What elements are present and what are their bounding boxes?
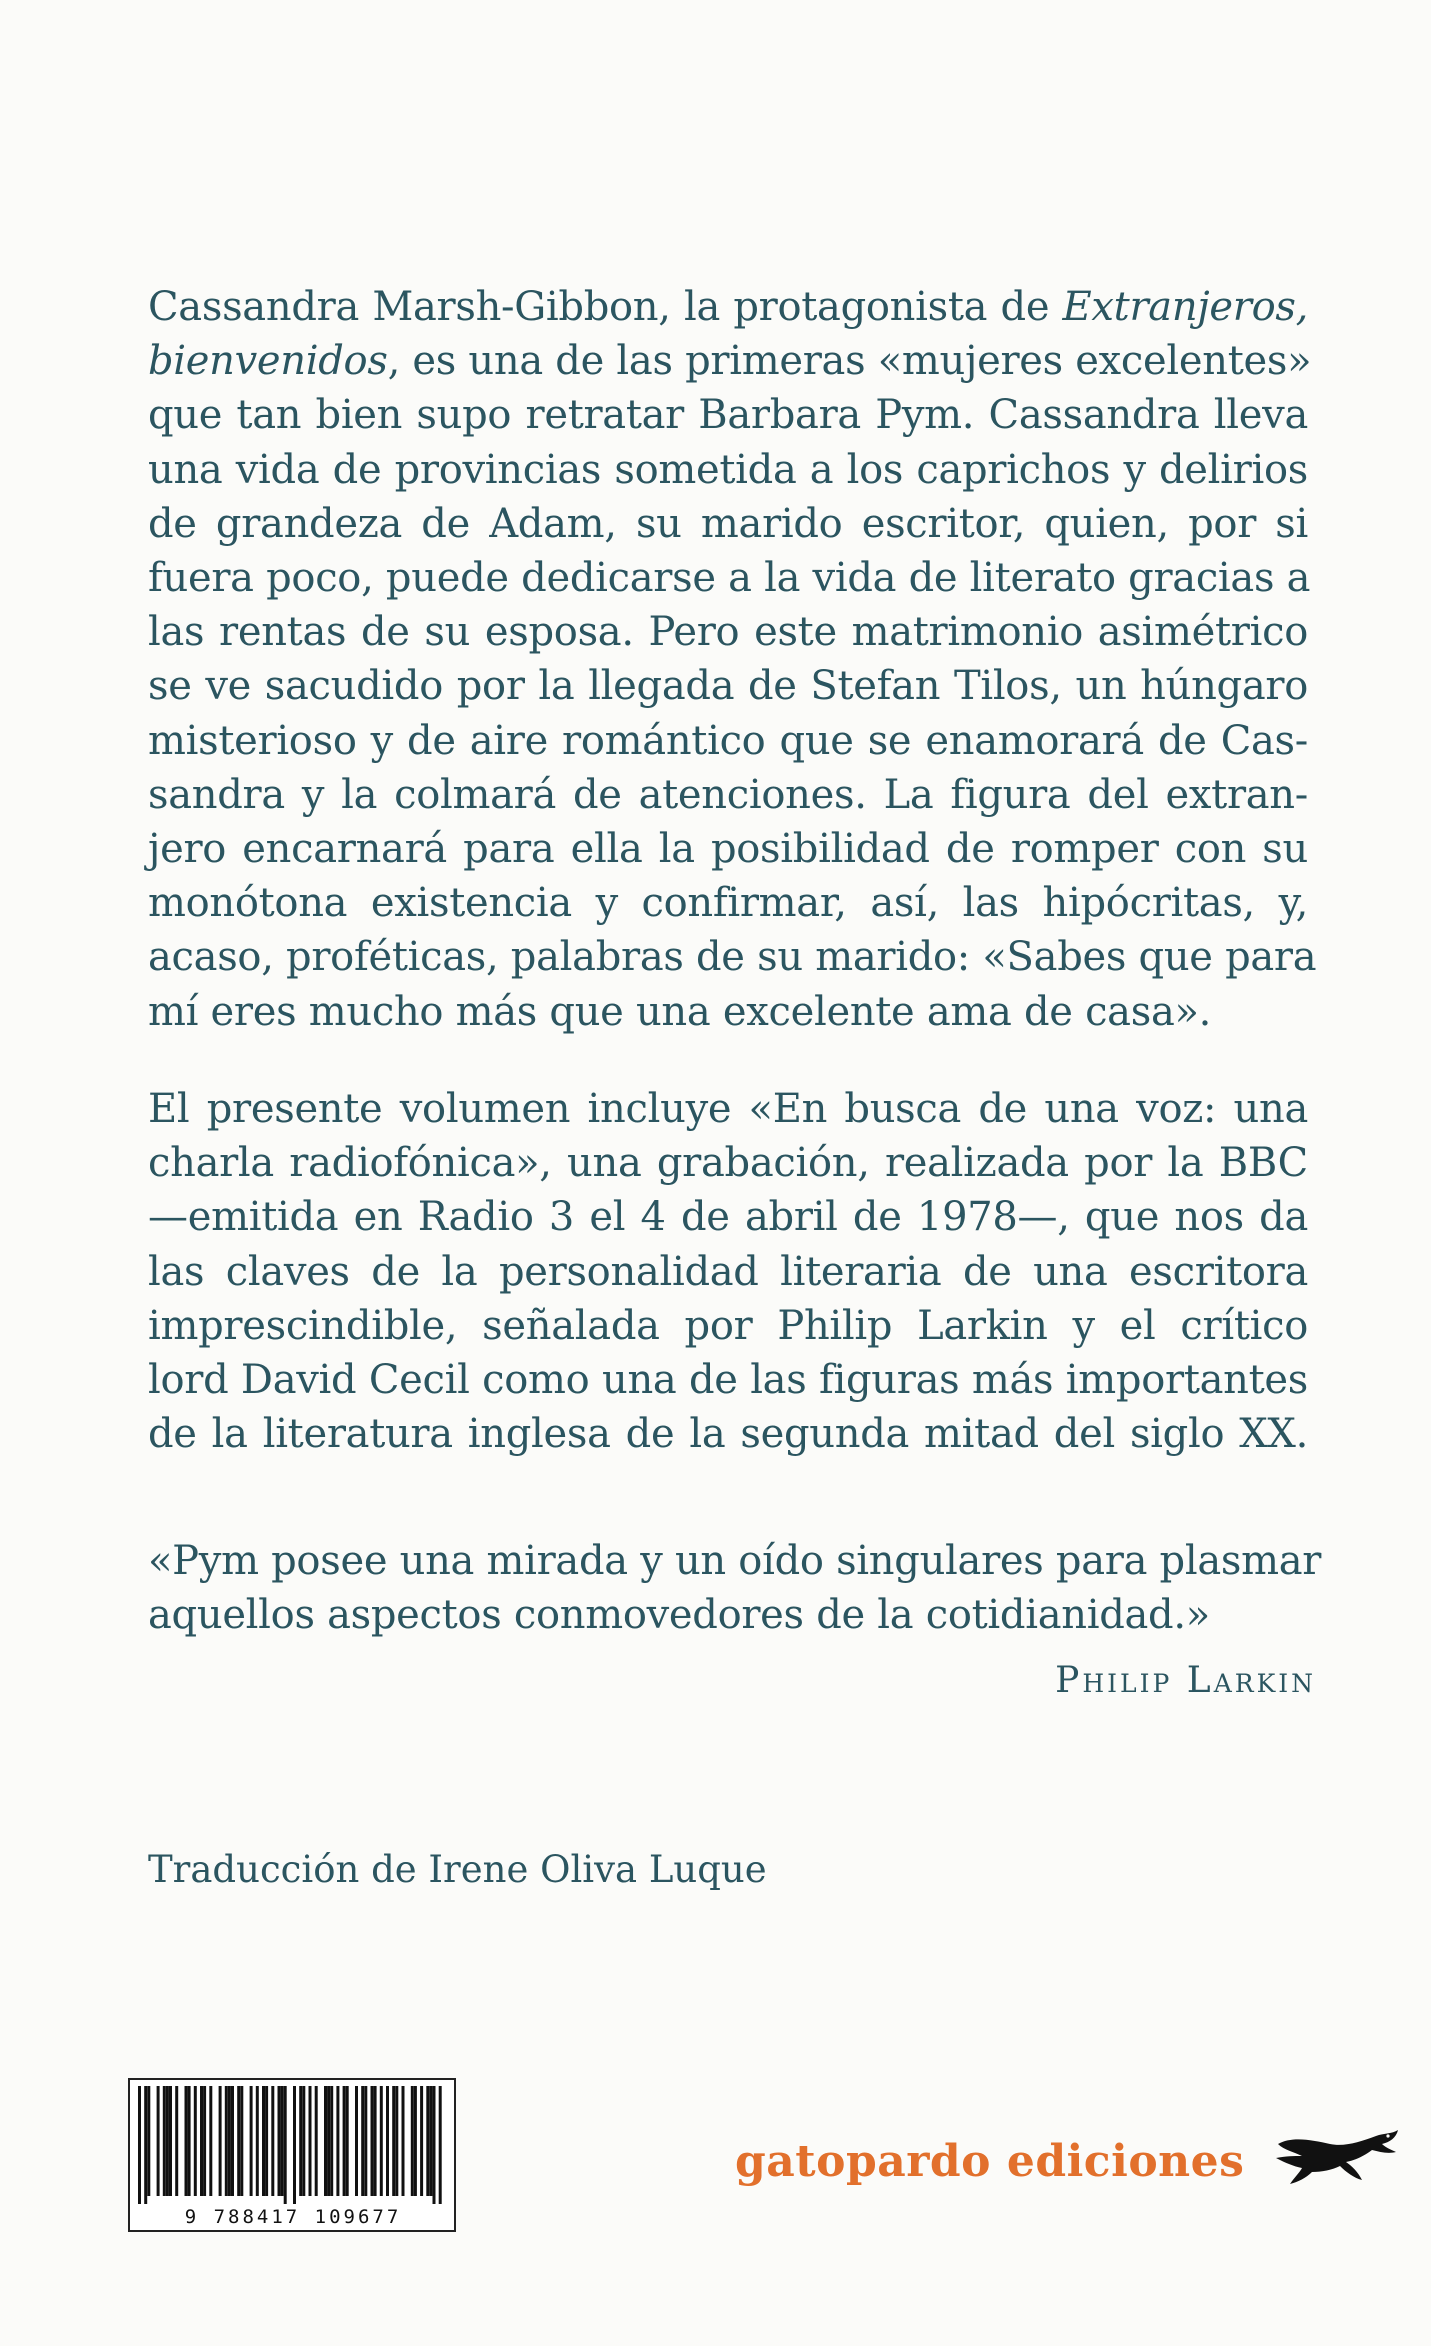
- barcode-bar: [271, 2086, 274, 2196]
- barcode-bar: [355, 2086, 358, 2196]
- barcode-bar: [364, 2086, 367, 2196]
- barcode-bar: [185, 2086, 188, 2196]
- volume-note-paragraph: [148, 1082, 1308, 1461]
- barcode-bar: [420, 2086, 423, 2196]
- barcode-bar: [392, 2086, 395, 2196]
- barcode-bar: [299, 2086, 302, 2196]
- barcode-bar: [309, 2086, 312, 2196]
- synopsis-line: misterioso y de aire romántico que se enamorará de Cas-: [148, 717, 1308, 764]
- barcode-bar: [240, 2086, 243, 2196]
- barcode-bar: [203, 2086, 206, 2196]
- barcode-bar: [265, 2086, 268, 2196]
- barcode-bar: [231, 2086, 234, 2196]
- volume-note-line: las claves de la personalidad literaria de una escritora: [148, 1248, 1308, 1295]
- barcode-bar: [256, 2086, 259, 2196]
- barcode-bar: [219, 2086, 222, 2196]
- barcode-bar: [386, 2086, 389, 2196]
- barcode-bar: [429, 2086, 432, 2196]
- review-quote: [148, 1534, 1322, 1642]
- barcode-bar: [237, 2086, 240, 2196]
- barcode-bars: [130, 2080, 454, 2204]
- synopsis-line: [148, 280, 1308, 334]
- synopsis-line: mí eres mucho más que una excelente ama de casa».: [148, 988, 1212, 1035]
- barcode-bar: [293, 2086, 296, 2204]
- barcode-bar: [346, 2086, 349, 2196]
- barcode-bar: [262, 2086, 265, 2196]
- barcode-bar: [209, 2086, 212, 2196]
- volume-note-line: charla radiofónica», una grabación, realizada por la BBC: [148, 1140, 1308, 1187]
- synopsis-line: que tan bien supo retratar Barbara Pym. Cassandra lleva: [148, 392, 1308, 439]
- barcode-bar: [414, 2086, 417, 2196]
- barcode-bar: [426, 2086, 429, 2196]
- barcode-bar: [163, 2086, 166, 2196]
- barcode-bar: [284, 2086, 287, 2204]
- barcode-bar: [250, 2086, 253, 2196]
- barcode-bar: [188, 2086, 191, 2196]
- barcode-bar: [327, 2086, 330, 2196]
- synopsis-line: jero encarnará para ella la posibilidad de romper con su: [148, 826, 1308, 873]
- barcode-bar: [302, 2086, 305, 2196]
- book-title-italic: bienvenidos: [148, 338, 388, 385]
- synopsis-line: acaso, proféticas, palabras de su marido: «Sabes que para: [148, 934, 1317, 981]
- synopsis-line: fuera poco, puede dedicarse a la vida de literato gracias a: [148, 555, 1311, 602]
- synopsis-text: , es una de las primeras «mujeres excelentes»: [387, 338, 1312, 385]
- barcode-bar: [380, 2086, 383, 2196]
- barcode-bar: [411, 2086, 414, 2196]
- publisher-name: gatopardo ediciones: [735, 2136, 1245, 2187]
- barcode-bar: [330, 2086, 333, 2196]
- barcode-bar: [200, 2086, 203, 2196]
- volume-note-line: de la literatura inglesa de la segunda mitad del siglo XX.: [148, 1411, 1308, 1458]
- synopsis-line: monótona existencia y confirmar, así, las hipócritas, y,: [148, 880, 1308, 927]
- barcode-bar: [147, 2086, 150, 2196]
- barcode-bar: [225, 2086, 228, 2196]
- synopsis-line: de grandeza de Adam, su marido escritor, quien, por si: [148, 500, 1308, 547]
- barcode-bar: [336, 2086, 339, 2196]
- barcode-bar: [166, 2086, 169, 2196]
- volume-note-line: —emitida en Radio 3 el 4 de abril de 1978—, que nos da: [148, 1194, 1308, 1241]
- barcode-bar: [175, 2086, 178, 2196]
- volume-note-line: El presente volumen incluye «En busca de una voz: una: [148, 1086, 1308, 1132]
- barcode-bar: [138, 2086, 141, 2204]
- barcode-bar: [278, 2086, 281, 2196]
- leopard-logo-icon: [1272, 2122, 1402, 2192]
- translation-credit: Traducción de Irene Oliva Luque: [148, 1848, 767, 1891]
- book-title-italic: Extranjeros,: [1062, 284, 1308, 330]
- volume-note-line: imprescindible, señalada por Philip Larkin y el crítico: [148, 1302, 1308, 1349]
- synopsis-line: [148, 334, 1312, 388]
- synopsis-text: Cassandra Marsh-Gibbon, la protagonista de: [148, 284, 1063, 330]
- isbn-digits: 9 788417 109677: [184, 2206, 402, 2228]
- quote-line: aquellos aspectos conmovedores de la cotidianidad.»: [148, 1592, 1210, 1639]
- barcode-bar: [169, 2086, 172, 2196]
- isbn-barcode: [128, 2078, 456, 2232]
- barcode-bar: [433, 2086, 436, 2204]
- barcode-bar: [402, 2086, 405, 2196]
- barcode-bar: [315, 2086, 318, 2196]
- barcode-bar: [361, 2086, 364, 2196]
- barcode-bar: [281, 2086, 284, 2196]
- barcode-bar: [395, 2086, 398, 2196]
- barcode-bar: [324, 2086, 327, 2196]
- synopsis-paragraph: [148, 280, 1317, 1039]
- barcode-bar: [228, 2086, 231, 2196]
- synopsis-line: las rentas de su esposa. Pero este matrimonio asimétrico: [148, 609, 1308, 656]
- synopsis-line: se ve sacudido por la llegada de Stefan Tilos, un húngaro: [148, 663, 1308, 710]
- barcode-bar: [194, 2086, 197, 2196]
- quote-attribution: Philip Larkin: [1055, 1660, 1316, 1701]
- quote-line: «Pym posee una mirada y un oído singulares para plasmar: [148, 1538, 1322, 1584]
- barcode-bar: [343, 2086, 346, 2196]
- barcode-bar: [157, 2086, 160, 2196]
- synopsis-line: una vida de provincias sometida a los caprichos y delirios: [148, 446, 1308, 493]
- synopsis-line: sandra y la colmará de atenciones. La figura del extran-: [148, 771, 1308, 818]
- barcode-bar: [371, 2086, 374, 2196]
- barcode-bar: [144, 2086, 147, 2204]
- barcode-bar: [439, 2086, 442, 2204]
- barcode-bar: [374, 2086, 377, 2196]
- volume-note-line: lord David Cecil como una de las figuras más importantes: [148, 1357, 1308, 1404]
